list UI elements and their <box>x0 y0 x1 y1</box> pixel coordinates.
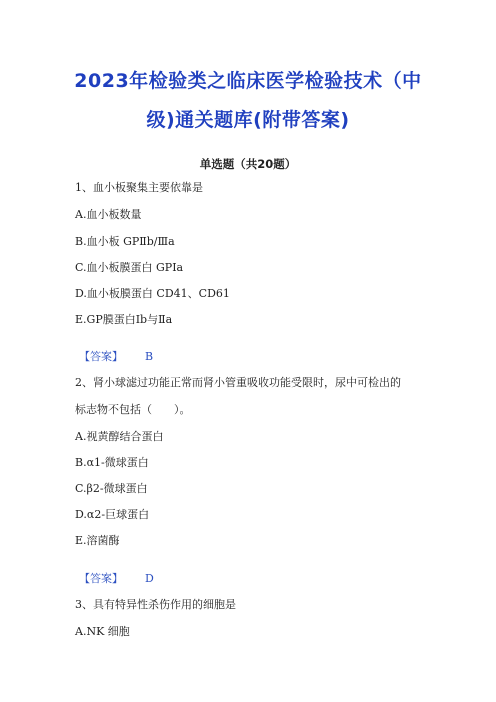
answer-value: D <box>145 572 154 585</box>
document-title-line-2: 级)通关题库(附带答案) <box>146 109 350 131</box>
question-2-option-e: E.溶菌酶 <box>75 534 120 547</box>
answer-label: 【答案】 <box>79 572 123 585</box>
question-2-option-c: C.β2-微球蛋白 <box>75 482 148 495</box>
section-heading: 单选题（共20题） <box>199 157 297 171</box>
question-2-stem-line-1: 2、肾小球滤过功能正常而肾小管重吸收功能受限时，尿中可检出的 <box>75 376 401 389</box>
question-1-answer <box>79 350 153 364</box>
answer-value: B <box>145 350 154 363</box>
question-2-option-d: D.α2-巨球蛋白 <box>75 508 150 521</box>
answer-label: 【答案】 <box>79 350 123 363</box>
document-title-line-1: 2023年检验类之临床医学检验技术（中 <box>74 70 422 92</box>
question-1-option-c: C.血小板膜蛋白 GPⅠa <box>75 261 184 274</box>
question-3-stem: 3、具有特异性杀伤作用的细胞是 <box>75 598 236 611</box>
question-2-answer <box>79 572 154 586</box>
question-2-option-b: B.α1-微球蛋白 <box>75 456 149 469</box>
question-2-option-a: A.视黄醇结合蛋白 <box>75 430 164 443</box>
question-3-option-a: A.NK 细胞 <box>75 625 130 638</box>
question-1-option-e: E.GP膜蛋白Ⅰb与Ⅱa <box>75 313 173 326</box>
question-2-stem-line-2: 标志物不包括（ ）。 <box>75 403 191 416</box>
question-1-option-a: A.血小板数量 <box>75 208 142 221</box>
question-1-stem: 1、血小板聚集主要依靠是 <box>75 181 203 194</box>
question-1-option-b: B.血小板 GPⅡb/Ⅲa <box>75 235 175 248</box>
question-1-option-d: D.血小板膜蛋白 CD41、CD61 <box>75 287 230 300</box>
